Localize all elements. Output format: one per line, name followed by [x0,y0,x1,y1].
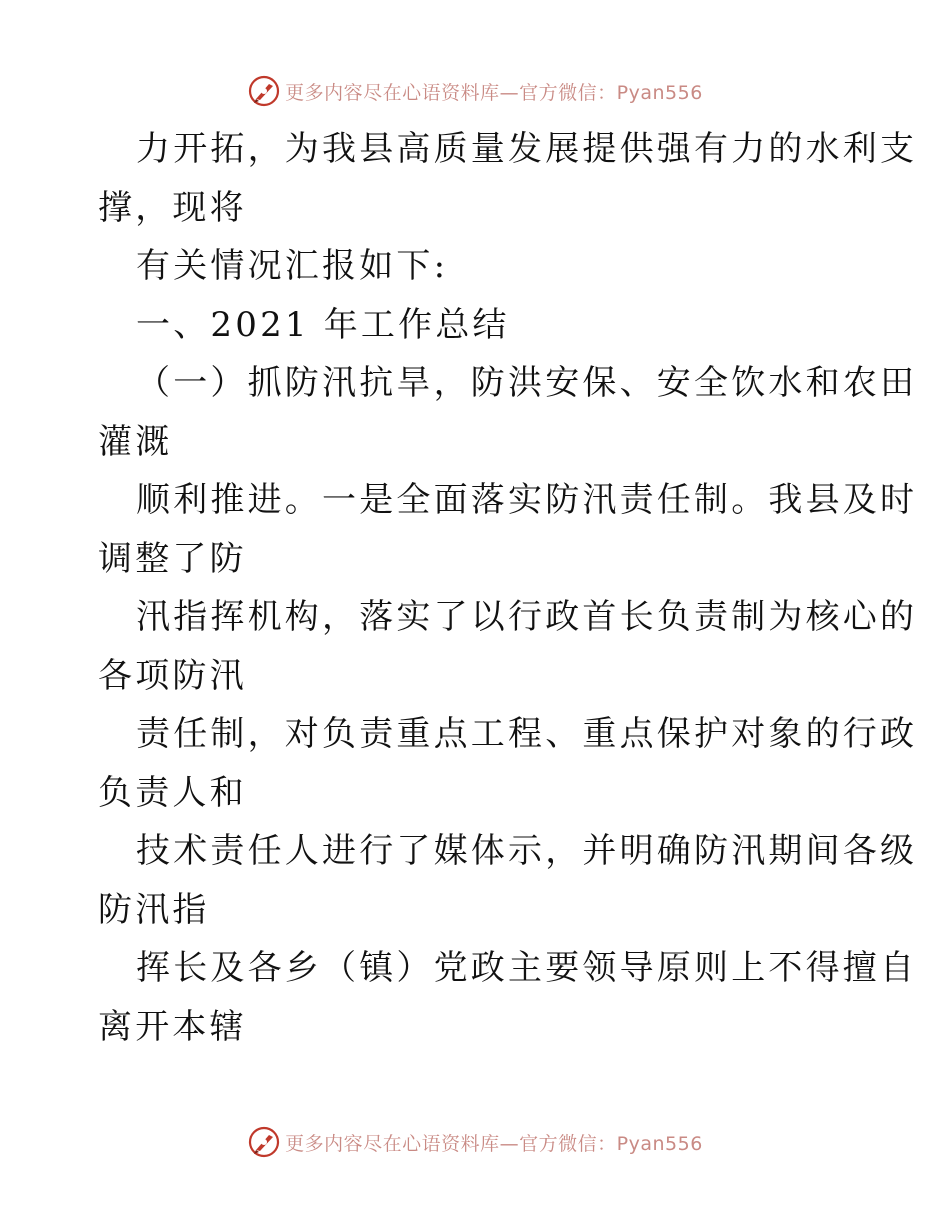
quill-pen-logo-icon [247,74,281,108]
text-line: 汛指挥机构，落实了以行政首长负责制为核心的 [136,597,918,637]
text-line: 顺利推进。一是全面落实防汛责任制。我县及时 [136,480,918,520]
text-line: 责任制，对负责重点工程、重点保护对象的行政 [136,714,918,754]
text-line: （一）抓防汛抗旱，防洪安保、安全饮水和农田 [136,363,918,403]
watermark-text: 更多内容尽在心语资料库—官方微信：Pyan556 [285,1132,703,1155]
text-line: 撑，现将 [98,187,247,228]
text-line: 力开拓，为我县高质量发展提供强有力的水利支 [136,129,918,169]
text-line: 离开本辖 [98,1006,247,1047]
header-watermark [0,74,950,108]
text-line: 技术责任人进行了媒体示，并明确防汛期间各级 [136,831,918,871]
text-line: 负责人和 [98,772,247,813]
text-line: 有关情况汇报如下: [136,246,449,286]
text-line: 各项防汛 [98,655,247,696]
text-line: 挥长及各乡（镇）党政主要领导原则上不得擅自 [136,948,918,988]
text-line: 防汛指 [98,889,210,930]
document-body [98,120,918,1056]
watermark-text: 更多内容尽在心语资料库—官方微信：Pyan556 [285,81,703,104]
text-line: 调整了防 [98,538,247,579]
quill-pen-logo-icon [247,1125,281,1159]
text-line: 一、2021 年工作总结 [136,304,510,345]
footer-watermark [0,1125,950,1159]
text-line: 灌溉 [98,421,173,462]
